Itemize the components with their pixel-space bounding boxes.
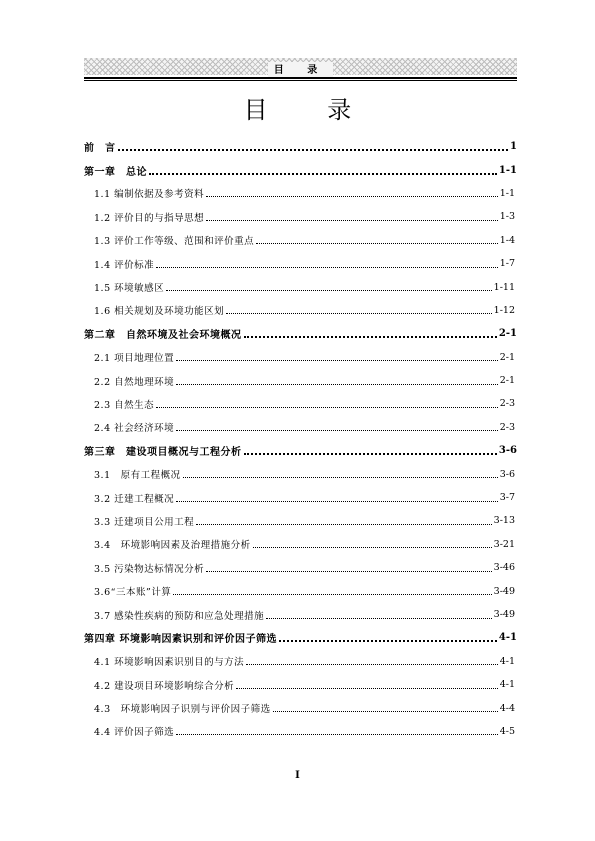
- toc-entry-label: 3.1 原有工程概况: [94, 470, 181, 482]
- header-rule-thin: [84, 80, 517, 81]
- toc-entry-label: 4.1 环境影响因素识别目的与方法: [94, 657, 245, 669]
- toc-section-entry[interactable]: [84, 509, 517, 532]
- toc-section-entry[interactable]: [84, 673, 517, 696]
- toc-leader-dots: [244, 335, 497, 338]
- toc-section-entry[interactable]: [84, 696, 517, 719]
- page-title: 目 录: [243, 96, 378, 124]
- toc-leader-dots: [176, 359, 498, 361]
- toc-entry-page: 4-1: [499, 655, 515, 667]
- toc-section-entry[interactable]: [84, 229, 517, 252]
- toc-entry-page: 4-1: [499, 679, 515, 691]
- toc-chapter-entry[interactable]: [84, 135, 517, 158]
- toc-entry-label: 4.3 环境影响因子识别与评价因子筛选: [94, 704, 271, 716]
- toc-entry-label: 第四章 环境影响因素识别和评价因子筛选: [84, 634, 277, 646]
- toc-entry-label: 1.2 评价目的与指导思想: [94, 212, 205, 224]
- toc-leader-dots: [266, 617, 492, 619]
- toc-entry-page: 4-1: [498, 632, 517, 644]
- toc-entry-label: 3.2 迁建工程概况: [94, 493, 175, 505]
- toc-entry-page: 3-7: [499, 492, 515, 504]
- toc-leader-dots: [196, 523, 492, 525]
- toc-entry-label: 2.1 项目地理位置: [94, 353, 175, 365]
- toc-entry-page: 2-1: [499, 351, 515, 363]
- toc-leader-dots: [173, 593, 491, 595]
- toc-entry-label: 2.4 社会经济环境: [94, 423, 175, 435]
- toc-entry-label: 2.2 自然地理环境: [94, 376, 175, 388]
- toc-entry-label: 1.3 评价工作等级、范围和评价重点: [94, 236, 255, 248]
- toc-entry-label: 4.2 建设项目环境影响综合分析: [94, 680, 235, 692]
- toc-section-entry[interactable]: [84, 556, 517, 579]
- toc-entry-label: 3.3 迁建项目公用工程: [94, 516, 195, 528]
- page-number: I: [295, 770, 300, 781]
- toc-entry-page: 4-4: [499, 702, 515, 714]
- toc-leader-dots: [176, 500, 498, 502]
- toc-entry-page: 1-7: [499, 258, 515, 270]
- toc-section-entry[interactable]: [84, 650, 517, 673]
- toc-leader-dots: [176, 733, 498, 735]
- toc-leader-dots: [166, 289, 492, 291]
- toc-entry-page: 3-49: [493, 609, 515, 620]
- toc-entry-page: 3-13: [493, 515, 515, 527]
- toc-section-entry[interactable]: [84, 299, 517, 322]
- toc-leader-dots: [246, 663, 498, 665]
- toc-entry-page: 2-1: [499, 375, 515, 387]
- toc-entry-page: 3-46: [493, 562, 515, 574]
- toc-entry-page: 4-5: [499, 725, 515, 737]
- toc-leader-dots: [244, 452, 497, 455]
- toc-entry-label: 3.7 感染性疾病的预防和应急处理措施: [94, 610, 265, 622]
- toc-entry-page: 3-21: [493, 538, 515, 550]
- toc-leader-dots: [253, 546, 492, 548]
- toc-entry-page: 2-3: [499, 421, 515, 433]
- toc-leader-dots: [206, 219, 498, 221]
- toc-leader-dots: [236, 687, 498, 689]
- toc-entry-label: 第一章 总论: [84, 166, 147, 178]
- toc-leader-dots: [176, 429, 498, 431]
- toc-chapter-entry[interactable]: [84, 322, 517, 345]
- toc-section-entry[interactable]: [84, 369, 517, 392]
- toc-entry-page: 2-3: [499, 398, 515, 410]
- toc-section-entry[interactable]: [84, 579, 517, 602]
- toc-entry-page: 1-12: [493, 304, 515, 316]
- toc-entry-label: 第二章 自然环境及社会环境概况: [84, 330, 242, 342]
- toc-leader-dots: [273, 710, 498, 712]
- toc-leader-dots: [226, 312, 492, 314]
- toc-entry-page: 3-6: [498, 445, 517, 457]
- toc-entry-label: 4.4 评价因子筛选: [94, 727, 175, 739]
- toc-entry-label: 1.6 相关规划及环境功能区划: [94, 306, 225, 318]
- toc-entry-label: 1.5 环境敏感区: [94, 283, 165, 295]
- toc-chapter-entry[interactable]: [84, 439, 517, 462]
- toc-section-entry[interactable]: [84, 720, 517, 743]
- toc-entry-page: 1-1: [499, 187, 515, 199]
- toc-section-entry[interactable]: [84, 416, 517, 439]
- toc-leader-dots: [183, 476, 498, 478]
- toc-entry-page: 1-4: [499, 234, 515, 246]
- toc-section-entry[interactable]: [84, 486, 517, 509]
- toc-entry-page: 1-3: [499, 211, 515, 223]
- toc-entry-label: 1.4 评价标准: [94, 259, 155, 271]
- table-of-contents: [84, 135, 517, 743]
- toc-entry-page: 3-6: [499, 468, 515, 480]
- toc-section-entry[interactable]: [84, 275, 517, 298]
- toc-section-entry[interactable]: [84, 252, 517, 275]
- toc-leader-dots: [176, 383, 498, 385]
- toc-leader-dots: [149, 172, 497, 175]
- toc-section-entry[interactable]: [84, 205, 517, 228]
- toc-entry-label: 3.5 污染物达标情况分析: [94, 563, 205, 575]
- toc-entry-label: 3.6“三本账”计算: [94, 587, 172, 599]
- toc-leader-dots: [156, 266, 498, 268]
- toc-entry-label: 3.4 环境影响因素及治理措施分析: [94, 540, 251, 552]
- toc-section-entry[interactable]: [84, 603, 517, 626]
- toc-leader-dots: [279, 639, 497, 642]
- toc-section-entry[interactable]: [84, 462, 517, 485]
- toc-chapter-entry[interactable]: [84, 158, 517, 181]
- toc-section-entry[interactable]: [84, 182, 517, 205]
- toc-leader-dots: [256, 242, 498, 244]
- toc-entry-label: 前 言: [84, 143, 116, 155]
- toc-entry-page: 2-1: [498, 328, 517, 340]
- toc-leader-dots: [206, 570, 492, 572]
- toc-section-entry[interactable]: [84, 392, 517, 415]
- toc-leader-dots: [118, 148, 509, 151]
- toc-section-entry[interactable]: [84, 346, 517, 369]
- running-header: [84, 58, 517, 75]
- header-rule: [84, 77, 517, 79]
- toc-entry-page: 1-1: [498, 164, 517, 176]
- toc-section-entry[interactable]: [84, 533, 517, 556]
- toc-entry-page: 3-49: [493, 585, 515, 597]
- toc-entry-page: 1-11: [493, 281, 515, 293]
- running-header-title: 目 录: [268, 62, 333, 79]
- toc-entry-label: 2.3 自然生态: [94, 399, 155, 411]
- toc-entry-label: 第三章 建设项目概况与工程分析: [84, 447, 242, 459]
- toc-leader-dots: [206, 195, 498, 197]
- toc-chapter-entry[interactable]: [84, 626, 517, 649]
- toc-leader-dots: [156, 406, 498, 408]
- toc-entry-label: 1.1 编制依据及参考资料: [94, 189, 205, 201]
- toc-entry-page: 1: [510, 141, 517, 153]
